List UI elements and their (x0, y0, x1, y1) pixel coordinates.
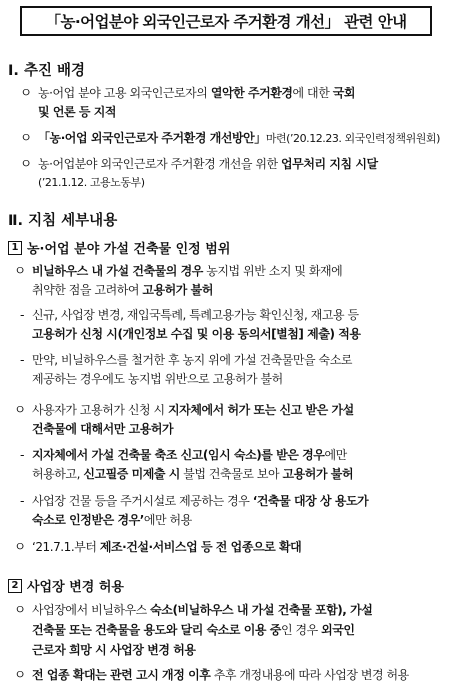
s2-1-d3-line1: 지자체에서 가설 건축물 축조 신고(임시 숙소)를 받은 경우에만 (32, 448, 347, 462)
s2-1-d3-line2: 허용하고, 신고필증 미제출 시 불법 건축물로 보아 고용허가 불허 (32, 467, 354, 481)
dash-mark: - (20, 447, 25, 462)
s2-2-b1-line1: 사업장에서 비닐하우스 숙소(비닐하우스 내 가설 건축물 포함), 가설 (32, 603, 373, 617)
bullet-mark: ㅇ (14, 539, 27, 554)
s1-b2-line1: 「농·어업 외국인근로자 주거환경 개선방안」마련(’20.12.23. 외국인력정책위원회) (38, 131, 440, 145)
s2-1-d4-line1: 사업장 건물 등을 주거시설로 제공하는 경우 ‘건축물 대장 상 용도가 (32, 494, 369, 508)
s2-1-d1-line1: 신규, 사업장 변경, 재입국특례, 특례고용가능 확인신청, 재고용 등 (32, 308, 359, 322)
document-title: 「농·어업분야 외국인근로자 주거환경 개선」 관련 안내 (45, 13, 407, 31)
bullet-mark: ㅇ (20, 85, 33, 100)
s2-1-d2-line2: 제공하는 경우에도 농지법 위반으로 고용허가 불허 (32, 372, 283, 386)
bullet-mark: ㅇ (14, 667, 27, 682)
bullet-mark: ㅇ (20, 156, 33, 171)
s2-2-b1-line2: 건축물 또는 건축물을 용도와 달리 숙소로 이용 중인 경우 외국인 (32, 623, 355, 637)
s1-b1-line1: 농·어업 분야 고용 외국인근로자의 열악한 주거환경에 대한 국회 (38, 86, 355, 100)
s1-b3-line2: (’21.1.12. 고용노동부) (38, 176, 145, 189)
s2-1-b2-line1: 사용자가 고용허가 신청 시 지자체에서 허가 또는 신고 받은 가설 (32, 403, 354, 417)
s2-1-d1-line2: 고용허가 신청 시(개인정보 수집 및 이용 동의서[별첨] 제출) 적용 (32, 327, 361, 341)
bullet-mark: ㅇ (20, 130, 33, 145)
subsection-number-box: 1 (8, 241, 22, 255)
s2-1-d4-line2: 숙소로 인정받은 경우’에만 허용 (32, 513, 192, 527)
s1-b3-line1: 농·어업분야 외국인근로자 주거환경 개선을 위한 업무처리 지침 시달 (38, 157, 378, 171)
subsection-2-heading: 2 사업장 변경 허용 (8, 576, 124, 595)
dash-mark: - (20, 307, 25, 322)
bullet-mark: ㅇ (14, 402, 27, 417)
subsection-number-box: 2 (8, 579, 22, 593)
s2-1-b1-line2: 취약한 점을 고려하여 고용허가 불허 (32, 283, 213, 297)
s2-1-d2-line1: 만약, 비닐하우스를 철거한 후 농지 위에 가설 건축물만을 숙소로 (32, 353, 352, 367)
s2-2-b1-line3: 근로자 희망 시 사업장 변경 허용 (32, 643, 196, 657)
s2-2-b2-line1: 전 업종 확대는 관련 고시 개정 이후 추후 개정내용에 따라 사업장 변경 허용 (32, 668, 409, 682)
dash-mark: - (20, 493, 25, 508)
dash-mark: - (20, 352, 25, 367)
title-box (20, 6, 432, 36)
s2-1-b1-line1: 비닐하우스 내 가설 건축물의 경우 농지법 위반 소지 및 화재에 (32, 264, 343, 278)
bullet-mark: ㅇ (14, 602, 27, 617)
bullet-mark: ㅇ (14, 263, 27, 278)
section-1-heading: Ⅰ. 추진 배경 (8, 63, 86, 79)
subsection-1-heading: 1 농·어업 분야 가설 건축물 인정 범위 (8, 238, 230, 257)
s2-1-b3-line1: ‘21.7.1.부터 제조·건설·서비스업 등 전 업종으로 확대 (32, 540, 302, 554)
section-2-heading: Ⅱ. 지침 세부내용 (8, 213, 118, 229)
s1-b1-line2: 및 언론 등 지적 (38, 105, 117, 119)
s2-1-b2-line2: 건축물에 대해서만 고용허가 (32, 422, 174, 436)
